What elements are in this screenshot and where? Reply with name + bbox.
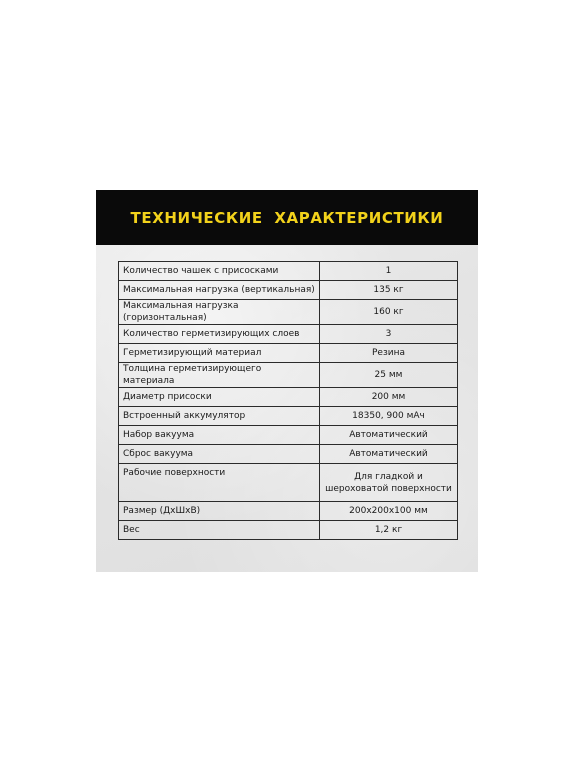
spec-name: Максимальная нагрузка (горизонтальная) bbox=[119, 300, 320, 325]
page-title: ТЕХНИЧЕСКИЕ ХАРАКТЕРИСТИКИ bbox=[130, 208, 444, 227]
table-row bbox=[119, 521, 458, 540]
spec-value: 200x200x100 мм bbox=[320, 502, 458, 521]
spec-table bbox=[118, 261, 458, 540]
spec-name: Вес bbox=[119, 521, 320, 540]
spec-name: Сброс вакуума bbox=[119, 445, 320, 464]
table-row bbox=[119, 344, 458, 363]
spec-name: Набор вакуума bbox=[119, 426, 320, 445]
spec-name: Диаметр присоски bbox=[119, 388, 320, 407]
table-row bbox=[119, 407, 458, 426]
spec-value: 1,2 кг bbox=[320, 521, 458, 540]
table-row bbox=[119, 426, 458, 445]
spec-name: Размер (ДхШхВ) bbox=[119, 502, 320, 521]
title-banner bbox=[96, 190, 478, 245]
spec-name: Встроенный аккумулятор bbox=[119, 407, 320, 426]
spec-name: Количество чашек с присосками bbox=[119, 262, 320, 281]
spec-name: Толщина герметизирующего материала bbox=[119, 363, 320, 388]
spec-value: 18350, 900 мАч bbox=[320, 407, 458, 426]
spec-value: 200 мм bbox=[320, 388, 458, 407]
table-row bbox=[119, 502, 458, 521]
table-row bbox=[119, 464, 458, 502]
spec-value: 160 кг bbox=[320, 300, 458, 325]
spec-value: Для гладкой и шероховатой поверхности bbox=[320, 464, 458, 502]
spec-value: Автоматический bbox=[320, 445, 458, 464]
table-row bbox=[119, 363, 458, 388]
spec-value: 135 кг bbox=[320, 281, 458, 300]
spec-value: 3 bbox=[320, 325, 458, 344]
spec-name: Рабочие поверхности bbox=[119, 464, 320, 502]
table-row bbox=[119, 281, 458, 300]
table-row bbox=[119, 300, 458, 325]
table-row bbox=[119, 445, 458, 464]
table-row bbox=[119, 388, 458, 407]
table-row bbox=[119, 262, 458, 281]
spec-name: Максимальная нагрузка (вертикальная) bbox=[119, 281, 320, 300]
spec-card bbox=[96, 190, 478, 572]
spec-value: Автоматический bbox=[320, 426, 458, 445]
table-row bbox=[119, 325, 458, 344]
spec-value: Резина bbox=[320, 344, 458, 363]
spec-name: Количество герметизирующих слоев bbox=[119, 325, 320, 344]
spec-name: Герметизирующий материал bbox=[119, 344, 320, 363]
spec-value: 25 мм bbox=[320, 363, 458, 388]
spec-value: 1 bbox=[320, 262, 458, 281]
